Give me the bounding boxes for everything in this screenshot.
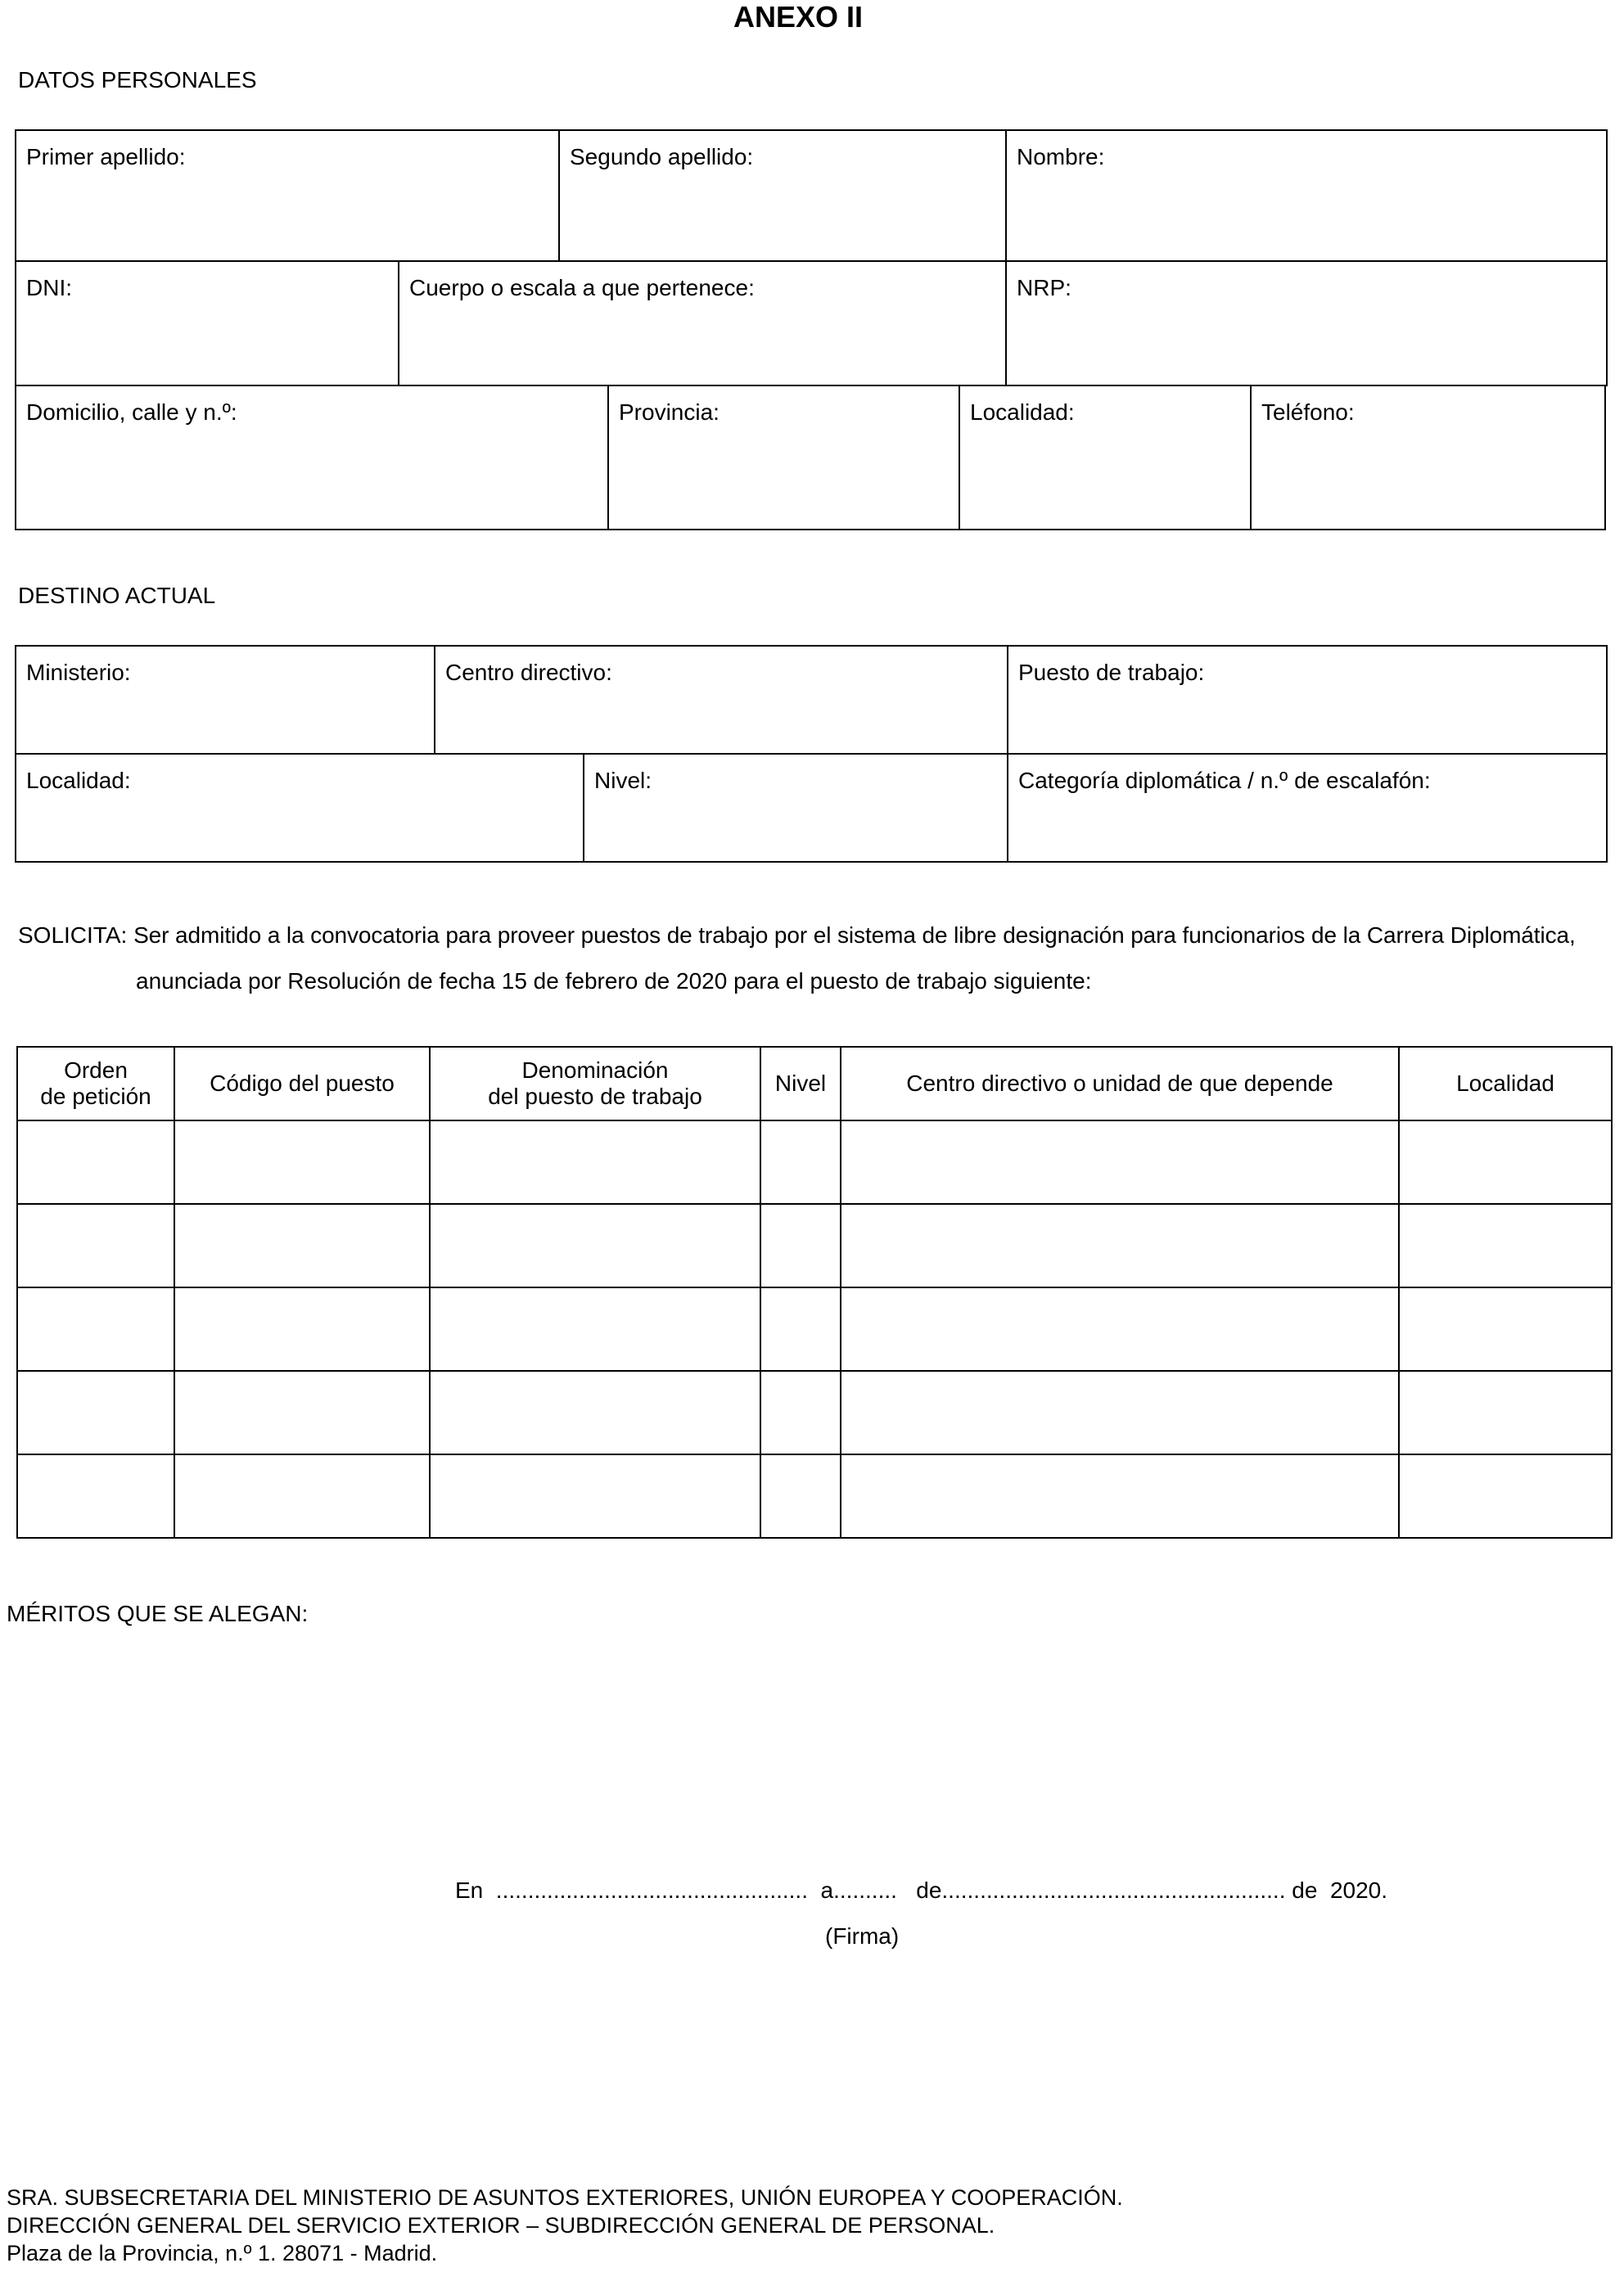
column-header-denominacion: Denominación del puesto de trabajo: [430, 1047, 760, 1120]
table-cell[interactable]: [430, 1204, 760, 1287]
table-cell[interactable]: [760, 1287, 841, 1371]
table-cell[interactable]: [174, 1371, 430, 1454]
field-cuerpo-escala[interactable]: [398, 260, 1007, 386]
section-heading-datos-personales: DATOS PERSONALES: [18, 67, 257, 92]
field-localidad-destino[interactable]: [15, 753, 584, 863]
field-label: Puesto de trabajo:: [1018, 660, 1205, 685]
table-cell[interactable]: [760, 1454, 841, 1538]
field-label: DNI:: [26, 275, 72, 300]
table-cell[interactable]: [760, 1204, 841, 1287]
datos-personales-form: [16, 131, 1609, 530]
section-heading-meritos: MÉRITOS QUE SE ALEGAN:: [7, 1601, 309, 1626]
table-cell[interactable]: [1399, 1204, 1612, 1287]
table-cell[interactable]: [17, 1204, 174, 1287]
footer-line: Plaza de la Provincia, n.º 1. 28071 - Madrid.: [7, 2241, 438, 2265]
field-domicilio[interactable]: [15, 385, 609, 530]
table-cell[interactable]: [760, 1120, 841, 1204]
field-telefono[interactable]: [1250, 385, 1606, 530]
field-puesto-trabajo[interactable]: [1007, 645, 1608, 755]
table-cell[interactable]: [17, 1120, 174, 1204]
field-label: Segundo apellido:: [570, 144, 754, 169]
field-label: Domicilio, calle y n.º:: [26, 399, 237, 425]
page-title: ANEXO II: [733, 0, 864, 34]
field-categoria-diplomatica[interactable]: [1007, 753, 1608, 863]
destino-actual-form: [16, 647, 1609, 863]
field-label: Teléfono:: [1261, 399, 1355, 425]
table-row: [17, 1204, 1612, 1287]
field-localidad[interactable]: [959, 385, 1252, 530]
field-segundo-apellido[interactable]: [558, 129, 1007, 262]
field-label: Primer apellido:: [26, 144, 186, 169]
table-cell[interactable]: [1399, 1371, 1612, 1454]
solicita-paragraph: [18, 912, 1619, 959]
field-nrp[interactable]: [1005, 260, 1608, 386]
field-label: Ministerio:: [26, 660, 131, 685]
table-row: [17, 1371, 1612, 1454]
field-nombre[interactable]: [1005, 129, 1608, 262]
table-row: [17, 1454, 1612, 1538]
table-cell[interactable]: [841, 1454, 1399, 1538]
field-nivel[interactable]: [583, 753, 1008, 863]
table-cell[interactable]: [17, 1287, 174, 1371]
field-label: Cuerpo o escala a que pertenece:: [409, 275, 755, 300]
solicita-line-1: Ser admitido a la convocatoria para proveer puestos de trabajo por el sistema de libre designación para funcionarios de la Carrera Diplomática,: [133, 922, 1576, 948]
field-label: Centro directivo:: [445, 660, 612, 685]
table-cell[interactable]: [841, 1204, 1399, 1287]
footer-address: [7, 2184, 1123, 2267]
table-cell[interactable]: [1399, 1287, 1612, 1371]
table-cell[interactable]: [841, 1287, 1399, 1371]
table-cell[interactable]: [430, 1454, 760, 1538]
field-centro-directivo[interactable]: [434, 645, 1008, 755]
field-label: Localidad:: [26, 768, 131, 793]
section-heading-destino-actual: DESTINO ACTUAL: [18, 583, 216, 608]
signature-date-line[interactable]: En ................................................. a.......... de...................................................... de 2020.: [455, 1878, 1388, 1903]
table-cell[interactable]: [1399, 1454, 1612, 1538]
puestos-table: [16, 1046, 1613, 1539]
signature-label: (Firma): [825, 1923, 900, 1949]
field-primer-apellido[interactable]: [15, 129, 560, 262]
table-cell[interactable]: [174, 1120, 430, 1204]
table-cell[interactable]: [430, 1371, 760, 1454]
column-header-localidad: Localidad: [1399, 1047, 1612, 1120]
field-ministerio[interactable]: [15, 645, 435, 755]
table-cell[interactable]: [174, 1204, 430, 1287]
table-cell[interactable]: [174, 1454, 430, 1538]
solicita-line-2: anunciada por Resolución de fecha 15 de febrero de 2020 para el puesto de trabajo siguiente:: [136, 968, 1092, 994]
table-cell[interactable]: [760, 1371, 841, 1454]
field-label: Nombre:: [1017, 144, 1105, 169]
table-cell[interactable]: [430, 1287, 760, 1371]
column-header-codigo: Código del puesto: [174, 1047, 430, 1120]
field-label: Provincia:: [619, 399, 720, 425]
field-provincia[interactable]: [607, 385, 960, 530]
table-cell[interactable]: [841, 1120, 1399, 1204]
column-header-centro-directivo: Centro directivo o unidad de que depende: [841, 1047, 1399, 1120]
table-cell[interactable]: [1399, 1120, 1612, 1204]
solicita-label: SOLICITA:: [18, 922, 128, 948]
table-header-row: [17, 1047, 1612, 1120]
column-header-orden: Orden de petición: [17, 1047, 174, 1120]
table-row: [17, 1287, 1612, 1371]
table-cell[interactable]: [430, 1120, 760, 1204]
field-label: Localidad:: [970, 399, 1075, 425]
field-dni[interactable]: [15, 260, 399, 386]
field-label: Nivel:: [594, 768, 652, 793]
field-label: Categoría diplomática / n.º de escalafón:: [1018, 768, 1431, 793]
table-cell[interactable]: [17, 1454, 174, 1538]
field-label: NRP:: [1017, 275, 1071, 300]
table-row: [17, 1120, 1612, 1204]
table-cell[interactable]: [174, 1287, 430, 1371]
table-cell[interactable]: [841, 1371, 1399, 1454]
footer-line: SRA. SUBSECRETARIA DEL MINISTERIO DE ASUNTOS EXTERIORES, UNIÓN EUROPEA Y COOPERACIÓN.: [7, 2185, 1123, 2210]
table-cell[interactable]: [17, 1371, 174, 1454]
footer-line: DIRECCIÓN GENERAL DEL SERVICIO EXTERIOR – SUBDIRECCIÓN GENERAL DE PERSONAL.: [7, 2213, 995, 2238]
column-header-nivel: Nivel: [760, 1047, 841, 1120]
